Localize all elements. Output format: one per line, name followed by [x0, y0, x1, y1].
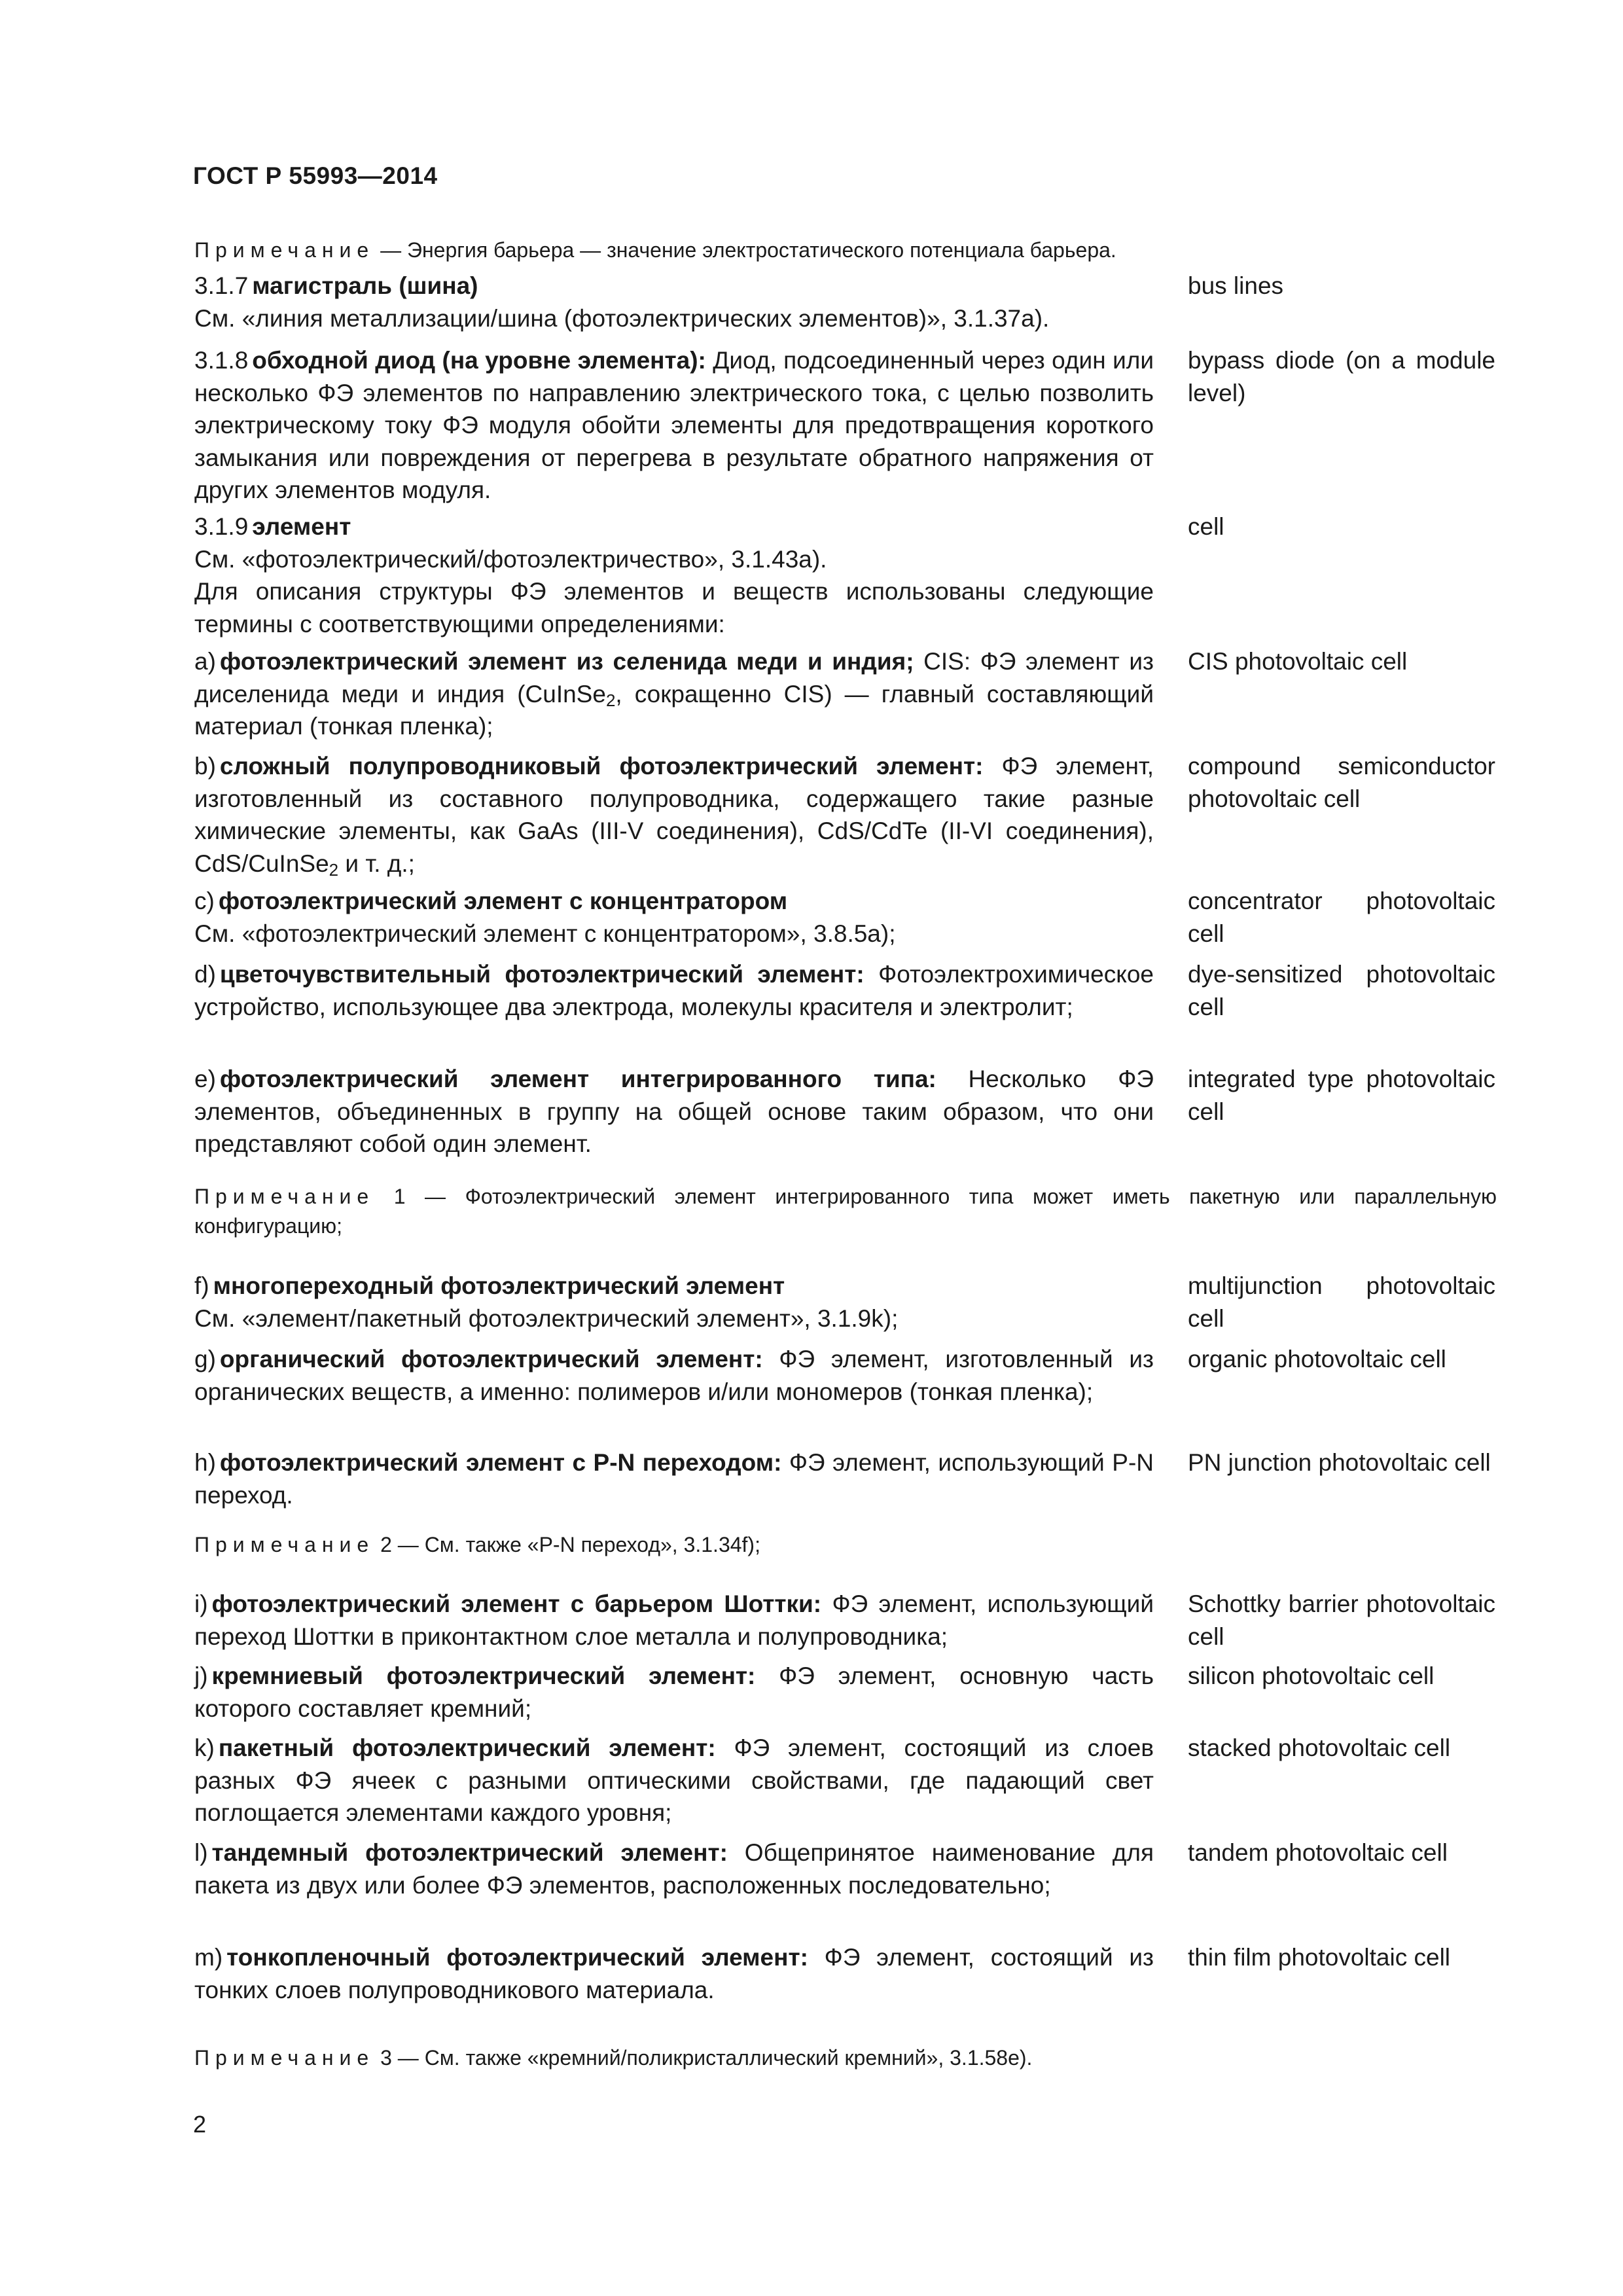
term-definition: ФЭ элемент, изготовленный из составного полупроводника, содержащего такие разные химические элементы, как GaAs (III-V соединения), CdS/CdTe (II-VI соединения), CdS/CuInSe [194, 753, 1154, 877]
term-russian [194, 1588, 1154, 1653]
note-text: 3 — См. также «кремний/поликристаллический кремний», 3.1.58e). [374, 2046, 1033, 2070]
item-letter: j) [194, 1662, 208, 1689]
term-english: stacked photovoltaic cell [1188, 1734, 1451, 1761]
term-english: concentrator photovoltaic cell [1188, 888, 1495, 947]
term-russian [194, 750, 1154, 880]
note-energy-barrier [194, 236, 1497, 265]
term-definition: ФЭ элемент, использующий P-N переход. [194, 1449, 1154, 1509]
term-definition: ФЭ элемент, изготовленный из органических веществ, а именно: полимеров и/или мономеров (тонкая пленка); [194, 1346, 1154, 1405]
subscript: 2 [605, 690, 616, 710]
item-letter: k) [194, 1734, 215, 1761]
term-title: магистраль (шина) [252, 272, 478, 299]
term-english: bus lines [1188, 272, 1284, 299]
note-3 [194, 2043, 1497, 2073]
term-number: 3.1.8 [194, 347, 249, 374]
term-definition: Общепринятое наименование для пакета из двух или более ФЭ элементов, расположенных последовательно; [194, 1839, 1154, 1899]
item-letter: l) [194, 1839, 208, 1866]
item-letter: i) [194, 1590, 208, 1617]
term-definition: CIS: ФЭ элемент из диселенида меди и индия (CuInSe [194, 648, 1154, 708]
term-definition-cont: , сокращенно CIS) — главный составляющий материал (тонкая пленка); [194, 680, 1154, 740]
term-title: фотоэлектрический элемент с концентратором [218, 888, 788, 914]
note-1 [194, 1182, 1497, 1241]
term-title: элемент [252, 513, 351, 540]
term-title: фотоэлектрический элемент с P-N переходом: [219, 1449, 782, 1476]
item-letter: g) [194, 1346, 216, 1372]
note-label: Примечание [194, 2046, 375, 2070]
item-letter: d) [194, 961, 216, 988]
term-russian [194, 1660, 1154, 1725]
document-header: ГОСТ Р 55993—2014 [193, 162, 438, 189]
term-english: Schottky barrier photovoltaic cell [1188, 1590, 1495, 1650]
term-definition: См. «линия металлизации/шина (фотоэлектрических элементов)», 3.1.37a). [194, 304, 1050, 332]
term-definition: ФЭ элемент, состоящий из слоев разных ФЭ ячеек с разными оптическими свойствами, где падающий свет поглощается элементами каждого уровня; [194, 1734, 1154, 1826]
term-title: фотоэлектрический элемент из селенида меди и индия; [219, 648, 914, 675]
item-letter: h) [194, 1449, 216, 1476]
item-letter: b) [194, 753, 216, 780]
term-title: тандемный фотоэлектрический элемент: [211, 1839, 728, 1866]
term-english: dye-sensitized photovoltaic cell [1188, 961, 1495, 1020]
term-definition: Диод, подсоединенный через один или несколько ФЭ элементов по направлению электрического тока, с целью позволить электрическому току ФЭ модуля обойти элементы для предотвращения короткого замыкания или повреждения от перегрева в результате обратного напряжения от других элементов модуля. [194, 347, 1154, 503]
term-russian [194, 958, 1154, 1023]
term-number: 3.1.9 [194, 513, 249, 540]
term-english: compound semiconductor photovoltaic cell [1188, 753, 1495, 812]
term-title: многопереходный фотоэлектрический элемент [213, 1272, 785, 1299]
term-russian [194, 1941, 1154, 2006]
term-english: tandem photovoltaic cell [1188, 1839, 1448, 1866]
term-english: silicon photovoltaic cell [1188, 1662, 1435, 1689]
term-english: integrated type photovoltaic cell [1188, 1066, 1495, 1125]
term-definition: См. «элемент/пакетный фотоэлектрический элемент», 3.1.9k); [194, 1304, 899, 1332]
term-russian [194, 1837, 1154, 1901]
term-english: multijunction photovoltaic cell [1188, 1272, 1495, 1332]
note-text: — Энергия барьера — значение электростатического потенциала барьера. [374, 238, 1116, 262]
term-english: organic photovoltaic cell [1188, 1346, 1446, 1372]
term-definition: См. «фотоэлектрический/фотоэлектричество», 3.1.43a). [194, 545, 827, 573]
term-russian [194, 1343, 1154, 1408]
note-text: 1 — Фотоэлектрический элемент интегрированного типа может иметь пакетную или параллельную конфигурацию; [194, 1185, 1497, 1238]
note-label: Примечание [194, 1185, 375, 1208]
term-russian [194, 1270, 1154, 1335]
term-russian [194, 1063, 1154, 1160]
note-label: Примечание [194, 238, 375, 262]
term-russian [194, 1732, 1154, 1829]
term-entry-b [194, 750, 1516, 881]
note-2 [194, 1530, 1497, 1560]
term-definition-extra: Для описания структуры ФЭ элементов и веществ использованы следующие термины с соответствующими определениями: [194, 578, 1154, 637]
term-title: тонкопленочный фотоэлектрический элемент: [226, 1944, 808, 1971]
note-label: Примечание [194, 1533, 375, 1556]
term-title: органический фотоэлектрический элемент: [219, 1346, 763, 1372]
term-entry-3-1-8 [194, 344, 1516, 503]
term-russian [194, 270, 1154, 334]
term-definition: ФЭ элемент, использующий переход Шоттки в приконтактном слое металла и полупроводника; [194, 1590, 1154, 1650]
term-definition: См. «фотоэлектрический элемент с концентратором», 3.8.5a); [194, 920, 896, 947]
item-letter: c) [194, 888, 215, 914]
term-russian [194, 344, 1154, 507]
term-english: CIS photovoltaic cell [1188, 648, 1408, 675]
term-title: фотоэлектрический элемент интегрированного типа: [219, 1066, 936, 1092]
subscript: 2 [329, 859, 339, 880]
term-english: bypass diode (on a module level) [1188, 347, 1495, 406]
term-russian [194, 511, 1154, 640]
term-entry-e [194, 1063, 1516, 1194]
term-title: цветочувствительный фотоэлектрический элемент: [219, 961, 865, 988]
term-english: PN junction photovoltaic cell [1188, 1449, 1491, 1476]
term-title: сложный полупроводниковый фотоэлектрический элемент: [219, 753, 984, 780]
term-russian [194, 1446, 1154, 1511]
term-definition: Фотоэлектрохимическое устройство, использующее два электрода, молекулы красителя и электролит; [194, 961, 1154, 1020]
term-definition: ФЭ элемент, основную часть которого составляет кремний; [194, 1662, 1154, 1722]
term-definition-cont: и т. д.; [338, 850, 415, 877]
item-letter: a) [194, 648, 216, 675]
term-title: кремниевый фотоэлектрический элемент: [211, 1662, 756, 1689]
term-title: обходной диод (на уровне элемента): [252, 347, 706, 374]
term-entry-3-1-9 [194, 511, 1516, 641]
note-text: 2 — См. также «P-N переход», 3.1.34f); [374, 1533, 760, 1556]
item-letter: e) [194, 1066, 216, 1092]
term-definition: Несколько ФЭ элементов, объединенных в группу на общей основе таким образом, что они представляют собой один элемент. [194, 1066, 1154, 1157]
page-number: 2 [193, 2111, 207, 2138]
item-letter: f) [194, 1272, 209, 1299]
term-number: 3.1.7 [194, 272, 249, 299]
term-title: пакетный фотоэлектрический элемент: [218, 1734, 716, 1761]
term-definition: ФЭ элемент, состоящий из тонких слоев полупроводникового материала. [194, 1944, 1154, 2003]
item-letter: m) [194, 1944, 223, 1971]
term-title: фотоэлектрический элемент с барьером Шоттки: [211, 1590, 822, 1617]
term-russian [194, 885, 1154, 950]
term-russian [194, 645, 1154, 743]
term-english: cell [1188, 513, 1224, 540]
term-english: thin film photovoltaic cell [1188, 1944, 1451, 1971]
